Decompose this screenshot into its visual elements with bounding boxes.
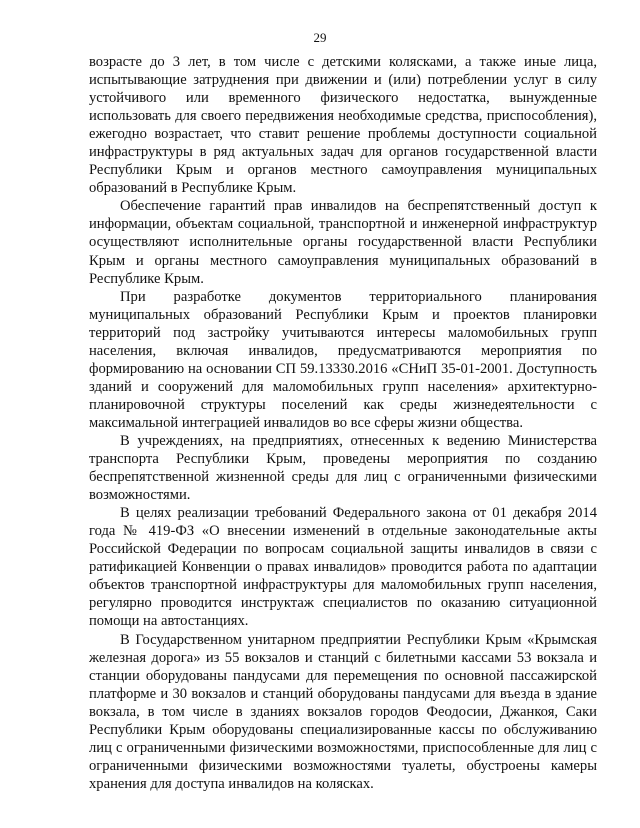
paragraph-continuation: возрасте до 3 лет, в том числе с детскими колясками, а также иные лица, испытывающие затруднения при движении и (или) потреблении услуг в силу устойчивого или временного физического недостатка, вынужденные использовать для своего передвижения необходимые средства, приспособления), ежегодно возрастает, что ставит решение проблемы доступности социальной инфраструктуры в ряд актуальных задач для органов государственной власти Республики Крым и органов местного самоуправления муниципальных образований в Республике Крым. — [89, 54, 597, 197]
paragraph-guarantees: Обеспечение гарантий прав инвалидов на беспрепятственный доступ к информации, объектам социальной, транспортной и инженерной инфраструктур осуществляют исполнительные органы государственной власти Республики Крым и органы местного самоуправления муниципальных образований в Республике Крым. — [89, 198, 597, 287]
paragraph-railway: В Государственном унитарном предприятии Республики Крым «Крымская железная дорога» из 55 вокзалов и станций с билетными кассами 53 вокзала и станции оборудованы пандусами для перемещения по основной пассажирской платформе и 30 вокзалов и станций оборудованы пандусами для въезда в здание вокзала, в том числе в зданиях вокзалов городов Феодосии, Джанкоя, Саки Республики Крым оборудованы специализированные кассы по обслуживанию лиц с ограниченными физическими возможностями, приспособленные для лиц с ограниченными физическими возможностями туалеты, обустроены камеры хранения для доступа инвалидов на колясках. — [89, 631, 597, 792]
document-body — [89, 53, 597, 793]
paragraph-ministry: В учреждениях, на предприятиях, отнесенных к ведению Министерства транспорта Республики Крым, проведены мероприятия по созданию беспрепятственной жизненной среды для лиц с ограниченными физическими возможностями. — [89, 432, 597, 504]
paragraph-federal-law: В целях реализации требований Федерального закона от 01 декабря 2014 года № 419-ФЗ «О внесении изменений в отдельные законодательные акты Российской Федерации по вопросам социальной защиты инвалидов в связи с ратификацией Конвенции о правах инвалидов» проводится работа по адаптации объектов транспортной инфраструктуры для маломобильных групп населения, регулярно проводится инструктаж специалистов по оказанию ситуационной помощи на автостанциях. — [89, 505, 597, 630]
paragraph-planning: При разработке документов территориального планирования муниципальных образований Республики Крым и проектов планировки территорий под застройку учитываются интересы маломобильных групп населения, включая инвалидов, предусматриваются мероприятия по формированию на основании СП 59.13330.2016 «СНиП 35-01-2001. Доступность зданий и сооружений для маломобильных групп населения» архитектурно-планировочной структуры поселений как среды жизнедеятельности с максимальной интеграцией инвалидов во все сферы жизни общества. — [89, 288, 597, 431]
page-number: 29 — [313, 30, 327, 45]
